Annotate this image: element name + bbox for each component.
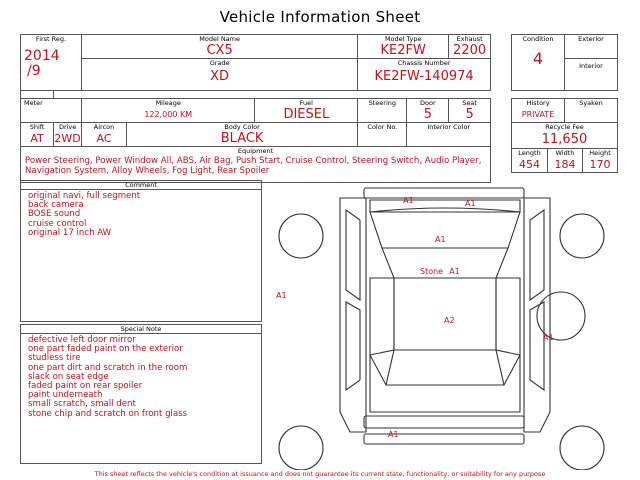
steering-cell: [358, 99, 407, 123]
exhaust-label: Exhaust: [456, 35, 483, 43]
fuel-value: DIESEL: [283, 107, 330, 122]
drive-label: Drive: [58, 123, 77, 131]
comment-line: original navi, full segment: [28, 191, 141, 201]
history-label: History: [526, 99, 550, 107]
model-name-value: CX5: [206, 43, 233, 58]
footer-disclaimer: This sheet reflects the vehicle's condition at issuance and does not guarantee its current state, functionality, or suitability for any purpose: [94, 470, 546, 478]
exterior-label: Exterior: [578, 35, 604, 43]
width-value: 184: [554, 158, 576, 171]
special-note-line: small scratch, small dent: [28, 399, 136, 410]
height-label: Height: [589, 149, 611, 157]
comment-box: [20, 180, 262, 322]
recycle-cell: [512, 123, 618, 149]
interior-color-label: Interior Color: [427, 123, 471, 131]
exhaust-value: 2200: [453, 43, 487, 58]
damage-mark-front-bumper: A1: [403, 196, 414, 205]
equipment-label: Equipment: [237, 147, 274, 155]
history-value: PRIVATE: [521, 110, 555, 119]
mileage-label: Mileage: [155, 99, 181, 107]
chassis-cell: [358, 59, 491, 91]
body-color-label: Body Color: [224, 123, 260, 131]
body-color-cell: [126, 123, 357, 147]
left-side-panel: [340, 198, 366, 432]
special-note-line: studless tire: [28, 353, 81, 364]
grade-value: XD: [210, 69, 230, 84]
exterior-cell: [565, 35, 618, 59]
special-note-line: slack on seat edge: [28, 371, 109, 382]
comment-list: [21, 190, 261, 238]
rear-left-wheel: [279, 426, 323, 470]
condition-value: 4: [532, 49, 544, 68]
length-value: 454: [519, 158, 540, 171]
drive-cell: [54, 123, 82, 147]
car-damage-diagram: [270, 180, 620, 470]
tailgate: [370, 355, 520, 412]
color-no-label: Color No.: [367, 123, 398, 131]
windshield: [382, 248, 508, 278]
front-left-wheel: [279, 214, 323, 258]
length-cell: [512, 149, 548, 173]
vehicle-info-table: [20, 34, 491, 183]
color-no-cell: [358, 123, 407, 147]
chassis-value: KE2FW-140974: [374, 69, 474, 84]
condition-label: Condition: [522, 35, 554, 43]
damage-mark-windshield: A1: [449, 267, 460, 276]
recycle-label: Recycle Fee: [545, 123, 584, 131]
damage-mark-rear-bumper: A1: [388, 430, 399, 439]
body-color-value: BLACK: [220, 131, 264, 146]
seat-cell: [449, 99, 491, 123]
first-reg-cell: [21, 35, 82, 91]
shift-cell: [21, 123, 54, 147]
condition-table: [511, 34, 618, 149]
mileage-value: 122,000 KM: [144, 110, 193, 119]
interior-color-cell: [407, 123, 491, 147]
recycle-value: 11,650: [541, 132, 588, 147]
right-side-windows: [530, 210, 544, 390]
damage-mark-right-side: A1: [543, 333, 554, 342]
fuel-cell: [255, 99, 358, 123]
door-cell: [407, 99, 449, 123]
first-reg-month: /9: [27, 63, 41, 79]
grade-cell: [82, 59, 358, 91]
history-cell: [512, 99, 565, 123]
damage-mark-roof: A2: [444, 316, 455, 325]
width-label: Width: [555, 149, 575, 157]
comment-line: back camera: [28, 200, 84, 211]
damage-mark-stone: Stone: [420, 267, 444, 276]
special-note-line: faded paint on rear spoiler: [28, 381, 143, 392]
equipment-cell: [21, 147, 491, 183]
model-name-cell: [82, 35, 358, 59]
interior-label: Interior: [579, 62, 603, 70]
comment-line: BOSE sound: [28, 209, 81, 220]
front-right-wheel: [560, 214, 604, 258]
mileage-cell: [82, 99, 255, 123]
shift-label: Shift: [29, 123, 45, 131]
aircon-value: AC: [96, 132, 112, 145]
model-name-label: Model Name: [199, 35, 240, 43]
first-reg-year: 2014: [24, 48, 60, 64]
meter-cell: [21, 99, 82, 123]
special-note-line: one part dirt and scratch in the room: [28, 362, 188, 373]
aircon-cell: [82, 123, 127, 147]
first-reg-label: First Reg.: [35, 35, 67, 43]
exhaust-cell: [449, 35, 491, 59]
special-note-label: Special Note: [21, 325, 261, 334]
chassis-label: Chassis Number: [397, 59, 451, 67]
grade-label: Grade: [209, 59, 230, 67]
interior-cell: [565, 59, 618, 91]
fuel-label: Fuel: [299, 99, 313, 107]
roof: [394, 278, 496, 350]
syaken-label: Syaken: [579, 99, 603, 107]
door-value: 5: [423, 107, 432, 122]
height-value: 170: [589, 158, 611, 171]
drive-value: 2WD: [54, 132, 81, 145]
damage-mark-hood-right: A1: [465, 199, 476, 208]
shift-value: AT: [30, 132, 44, 145]
comment-line: cruise control: [28, 218, 87, 229]
meter-label: Meter: [24, 99, 43, 107]
rear-window: [386, 350, 504, 385]
special-note-box: [20, 324, 262, 464]
special-note-line: defective left door mirror: [28, 335, 136, 345]
sheet-title: Vehicle Information Sheet: [219, 8, 421, 26]
comment-line: original 17 inch AW: [28, 227, 112, 238]
special-note-list: [21, 334, 261, 419]
aircon-label: Aircon: [93, 123, 115, 131]
width-cell: [548, 149, 583, 173]
special-note-line: paint underneath: [28, 390, 103, 401]
condition-cell: [512, 35, 565, 91]
model-type-value: KE2FW: [380, 43, 426, 58]
damage-mark-hood: A1: [435, 235, 446, 244]
model-type-cell: [358, 35, 449, 59]
syaken-cell: [565, 99, 618, 123]
front-bumper: [364, 188, 524, 198]
special-note-line: stone chip and scratch on front glass: [28, 408, 188, 419]
equipment-value: Power Steering, Power Window All, ABS, Air Bag, Push Start, Cruise Control, Steering Switch, Audio Player, Navigation System, Alloy Wheels, Fog Light, Rear Spoiler: [25, 156, 482, 176]
length-label: Length: [518, 149, 541, 157]
comment-label: Comment: [21, 181, 261, 190]
rear-right-wheel: [560, 426, 604, 470]
dimensions-table: [511, 148, 618, 173]
damage-mark-left-side: A1: [276, 291, 287, 300]
model-type-label: Model Type: [384, 35, 422, 43]
height-cell: [583, 149, 618, 173]
left-side-windows: [346, 210, 360, 390]
door-label: Door: [420, 99, 436, 107]
special-note-line: one part faded paint on the exterior: [28, 344, 183, 355]
seat-label: Seat: [462, 99, 477, 107]
seat-value: 5: [465, 107, 474, 122]
rear-bumper: [364, 416, 524, 428]
steering-label: Steering: [368, 99, 397, 107]
